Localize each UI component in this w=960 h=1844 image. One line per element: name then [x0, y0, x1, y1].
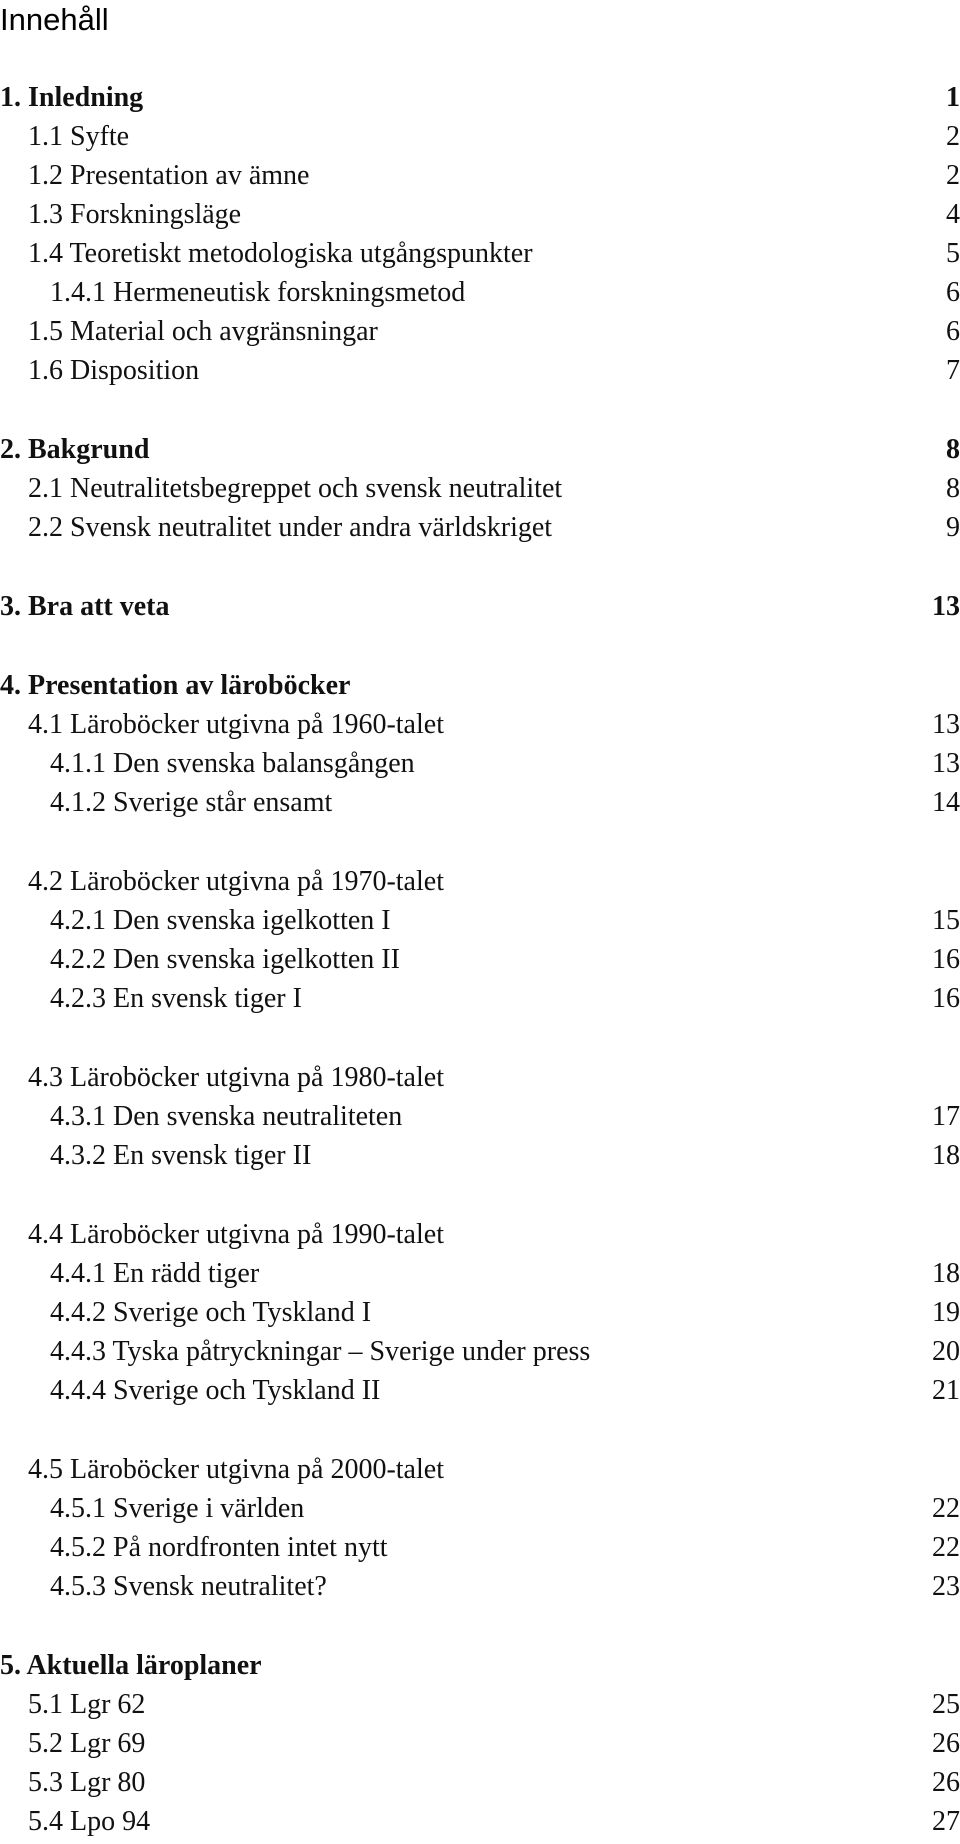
- toc-entry: [0, 1099, 960, 1135]
- toc-entry-page-number: 6: [946, 316, 960, 347]
- toc-entry: [0, 1334, 960, 1370]
- toc-entry-page-number: 27: [932, 1806, 960, 1837]
- toc-entry-title: 4.2.1 Den svenska igelkotten I: [50, 905, 391, 936]
- toc-entry-title: 4.4.2 Sverige och Tyskland I: [50, 1297, 372, 1328]
- toc-entry-title: 4.2.2 Den svenska igelkotten II: [50, 944, 400, 975]
- toc-entry-page-number: 1: [946, 82, 960, 113]
- toc-entry-title: 5.2 Lgr 69: [28, 1728, 146, 1759]
- toc-entry-title: 1.4 Teoretiskt metodologiska utgångspunkter: [28, 238, 533, 269]
- toc-entry: [0, 1138, 960, 1174]
- toc-entry: [0, 903, 960, 939]
- toc-entry-title: 4.1.2 Sverige står ensamt: [50, 787, 333, 818]
- toc-entry: [0, 1726, 960, 1762]
- toc-entry-title: 4.5 Läroböcker utgivna på 2000-talet: [28, 1454, 444, 1485]
- toc-entry-page-number: 17: [932, 1101, 960, 1132]
- toc-entry-page-number: 26: [932, 1728, 960, 1759]
- toc-entry: [0, 1648, 960, 1684]
- toc-entry: [0, 1569, 960, 1605]
- toc-entry: [0, 1373, 960, 1409]
- toc-entry-page-number: 8: [946, 434, 960, 465]
- toc-entry-title: 5. Aktuella läroplaner: [0, 1650, 262, 1681]
- toc-entry-title: 1.6 Disposition: [28, 355, 200, 386]
- toc-entry: [0, 197, 960, 233]
- toc-entry: [0, 1491, 960, 1527]
- toc-entry-title: 2.2 Svensk neutralitet under andra världskriget: [28, 512, 553, 543]
- toc-entry: [0, 158, 960, 194]
- toc-entry-page-number: 18: [932, 1258, 960, 1289]
- toc-entry: [0, 668, 960, 704]
- toc-entry-title: 4.3 Läroböcker utgivna på 1980-talet: [28, 1062, 444, 1093]
- toc-entry: [0, 1530, 960, 1566]
- toc-entry-page-number: 22: [932, 1532, 960, 1563]
- toc-entry-title: 4.4.3 Tyska påtryckningar – Sverige under press: [50, 1336, 591, 1367]
- toc-entry-page-number: 25: [932, 1689, 960, 1720]
- toc-entry-page-number: 2: [946, 121, 960, 152]
- toc-entry: [0, 1804, 960, 1840]
- toc-entry-page-number: 13: [932, 591, 960, 622]
- toc-entry-title: 4.3.1 Den svenska neutraliteten: [50, 1101, 403, 1132]
- toc-entry-page-number: 13: [932, 748, 960, 779]
- toc-entry: [0, 119, 960, 155]
- page-title: Innehåll: [0, 2, 109, 37]
- toc-entry-title: 4.5.2 På nordfronten intet nytt: [50, 1532, 388, 1563]
- toc-entry: [0, 785, 960, 821]
- toc-entry-page-number: 20: [932, 1336, 960, 1367]
- toc-entry-title: 4.5.3 Svensk neutralitet?: [50, 1571, 327, 1602]
- toc-entry: [0, 1217, 960, 1253]
- toc-entry-title: 5.1 Lgr 62: [28, 1689, 146, 1720]
- toc-entry: [0, 236, 960, 272]
- toc-entry: [0, 275, 960, 311]
- toc-entry: [0, 432, 960, 468]
- toc-entry: [0, 314, 960, 350]
- toc-entry-title: 4.2.3 En svensk tiger I: [50, 983, 302, 1014]
- toc-entry: [0, 746, 960, 782]
- toc-entry-page-number: 22: [932, 1493, 960, 1524]
- toc-entry-title: 4.2 Läroböcker utgivna på 1970-talet: [28, 866, 444, 897]
- toc-entry: [0, 1256, 960, 1292]
- toc-entry-title: 1.1 Syfte: [28, 121, 130, 152]
- toc-entry: [0, 707, 960, 743]
- toc-entry-page-number: 18: [932, 1140, 960, 1171]
- toc-entry-page-number: 19: [932, 1297, 960, 1328]
- toc-entry-page-number: 16: [932, 983, 960, 1014]
- toc-entry-title: 4.1.1 Den svenska balansgången: [50, 748, 415, 779]
- toc-entry-page-number: 13: [932, 709, 960, 740]
- toc-entry-page-number: 23: [932, 1571, 960, 1602]
- toc-entry-title: 5.3 Lgr 80: [28, 1767, 146, 1798]
- toc-entry: [0, 353, 960, 389]
- toc-entry: [0, 981, 960, 1017]
- toc-entry: [0, 1060, 960, 1096]
- toc-entry-page-number: 14: [932, 787, 960, 818]
- toc-entry-title: 4.4 Läroböcker utgivna på 1990-talet: [28, 1219, 444, 1250]
- toc-entry-title: 1.5 Material och avgränsningar: [28, 316, 378, 347]
- toc-entry-page-number: 16: [932, 944, 960, 975]
- toc-entry-page-number: 2: [946, 160, 960, 191]
- toc-entry-title: 4.5.1 Sverige i världen: [50, 1493, 305, 1524]
- toc-entry-page-number: 5: [946, 238, 960, 269]
- toc-entry: [0, 1687, 960, 1723]
- toc-entry-title: 2.1 Neutralitetsbegreppet och svensk neutralitet: [28, 473, 563, 504]
- toc-entry-page-number: 15: [932, 905, 960, 936]
- toc-entry-page-number: 9: [946, 512, 960, 543]
- toc-entry-page-number: 4: [946, 199, 960, 230]
- toc-entry: [0, 1765, 960, 1801]
- toc-entry-title: 1.4.1 Hermeneutisk forskningsmetod: [50, 277, 466, 308]
- toc-entry: [0, 510, 960, 546]
- toc-entry: [0, 864, 960, 900]
- toc-entry-title: 2. Bakgrund: [0, 434, 150, 465]
- toc-entry: [0, 589, 960, 625]
- toc-entry: [0, 471, 960, 507]
- toc-entry-title: 4.1 Läroböcker utgivna på 1960-talet: [28, 709, 444, 740]
- toc-entry-title: 1. Inledning: [0, 82, 144, 113]
- toc-entry-title: 1.3 Forskningsläge: [28, 199, 242, 230]
- toc-entry-page-number: 6: [946, 277, 960, 308]
- toc-entry-title: 4.4.1 En rädd tiger: [50, 1258, 260, 1289]
- toc-entry-title: 5.4 Lpo 94: [28, 1806, 151, 1837]
- toc-entry-title: 1.2 Presentation av ämne: [28, 160, 310, 191]
- toc-entry-title: 3. Bra att veta: [0, 591, 170, 622]
- toc-entry-page-number: 8: [946, 473, 960, 504]
- toc-entry-title: 4. Presentation av läroböcker: [0, 670, 351, 701]
- toc-entry-page-number: 7: [946, 355, 960, 386]
- toc-entry-title: 4.3.2 En svensk tiger II: [50, 1140, 312, 1171]
- toc-entry: [0, 1452, 960, 1488]
- toc-entry-page-number: 26: [932, 1767, 960, 1798]
- toc-entry: [0, 1295, 960, 1331]
- toc-entry-title: 4.4.4 Sverige och Tyskland II: [50, 1375, 381, 1406]
- toc-entry: [0, 942, 960, 978]
- toc-entry-page-number: 21: [932, 1375, 960, 1406]
- toc-entry: [0, 80, 960, 116]
